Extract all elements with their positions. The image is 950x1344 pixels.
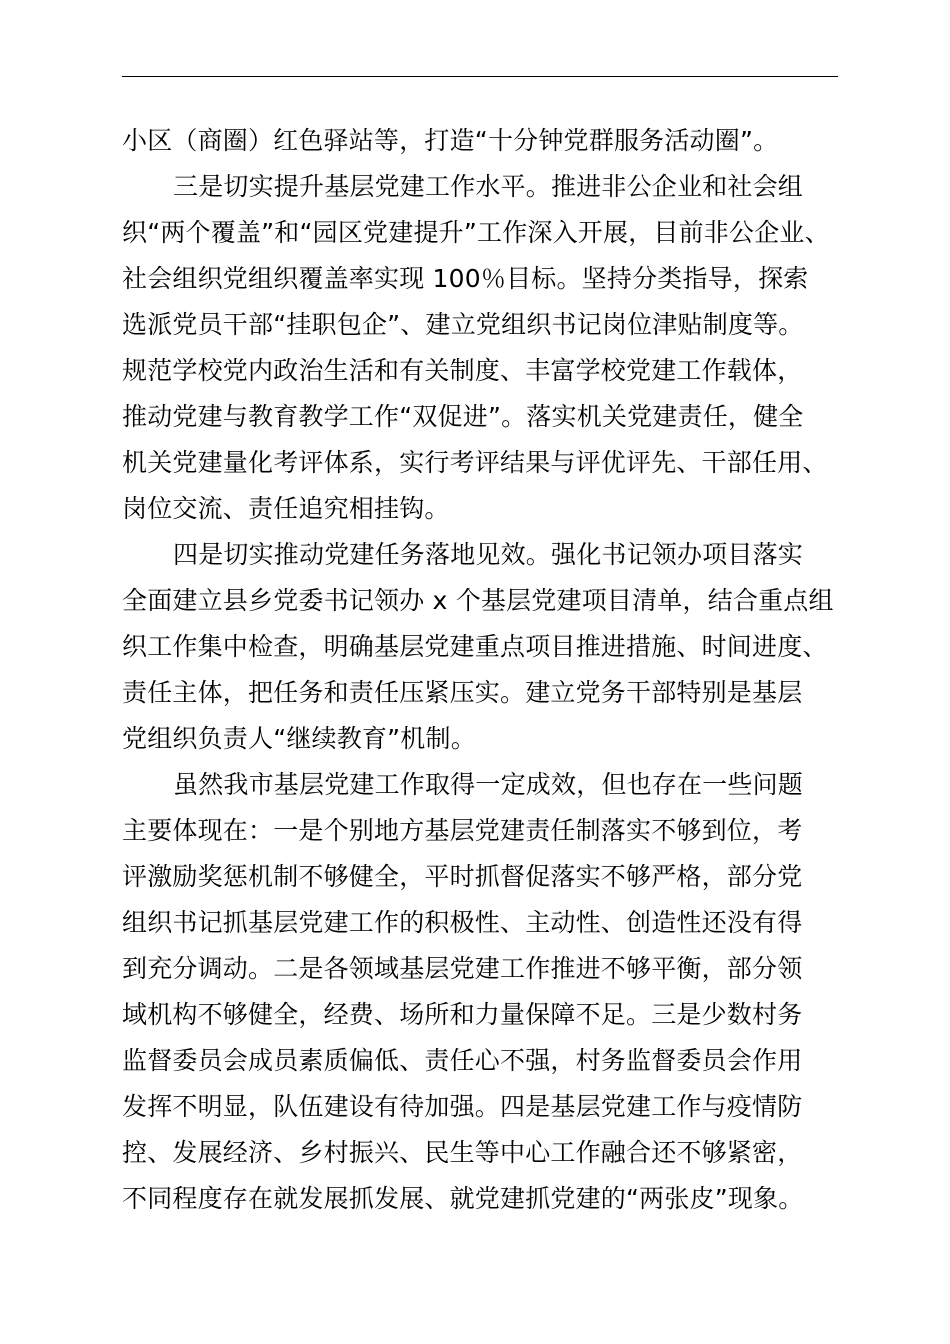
text-line: 社会组织党组织覆盖率实现 100％目标。坚持分类指导，探索 <box>122 264 809 293</box>
text-line: 全面建立县乡党委书记领办 x 个基层党建项目清单，结合重点组 <box>122 586 834 615</box>
text-line: 推动党建与教育教学工作“双促进”。落实机关党建责任，健全 <box>122 402 804 431</box>
text-line: 党组织负责人“继续教育”机制。 <box>122 724 476 753</box>
text-line: 不同程度存在就发展抓发展、就党建抓党建的“两张皮”现象。 <box>122 1184 804 1213</box>
text-line: 主要体现在：一是个别地方基层党建责任制落实不够到位，考 <box>122 816 803 845</box>
text-line: 组织书记抓基层党建工作的积极性、主动性、创造性还没有得 <box>122 908 803 937</box>
text-line: 机关党建量化考评体系，实行考评结果与评优评先、干部任用、 <box>122 448 828 477</box>
text-line: 监督委员会成员素质偏低、责任心不强，村务监督委员会作用 <box>122 1046 803 1075</box>
text-line: 发挥不明显，队伍建设有待加强。四是基层党建工作与疫情防 <box>122 1092 803 1121</box>
text-line: 虽然我市基层党建工作取得一定成效，但也存在一些问题 <box>173 770 804 799</box>
document-body <box>122 118 852 1222</box>
text-line: 到充分调动。二是各领域基层党建工作推进不够平衡，部分领 <box>122 954 803 983</box>
text-line: 评激励奖惩机制不够健全，平时抓督促落实不够严格，部分党 <box>122 862 803 891</box>
header-rule <box>122 76 838 77</box>
text-line: 小区（商圈）红色驿站等，打造“十分钟党群服务活动圈”。 <box>122 126 779 155</box>
text-line: 控、发展经济、乡村振兴、民生等中心工作融合还不够紧密， <box>122 1138 803 1167</box>
text-line: 选派党员干部“挂职包企”、建立党组织书记岗位津贴制度等。 <box>122 310 804 339</box>
text-line: 四是切实推动党建任务落地见效。强化书记领办项目落实 <box>173 540 804 569</box>
text-line: 域机构不够健全，经费、场所和力量保障不足。三是少数村务 <box>122 1000 803 1029</box>
text-line: 织工作集中检查，明确基层党建重点项目推进措施、时间进度、 <box>122 632 828 661</box>
text-line: 织“两个覆盖”和“园区党建提升”工作深入开展，目前非公企业、 <box>122 218 830 247</box>
text-line: 规范学校党内政治生活和有关制度、丰富学校党建工作载体， <box>122 356 803 385</box>
text-line: 三是切实提升基层党建工作水平。推进非公企业和社会组 <box>173 172 804 201</box>
text-line: 岗位交流、责任追究相挂钩。 <box>122 494 450 523</box>
text-line: 责任主体，把任务和责任压紧压实。建立党务干部特别是基层 <box>122 678 803 707</box>
